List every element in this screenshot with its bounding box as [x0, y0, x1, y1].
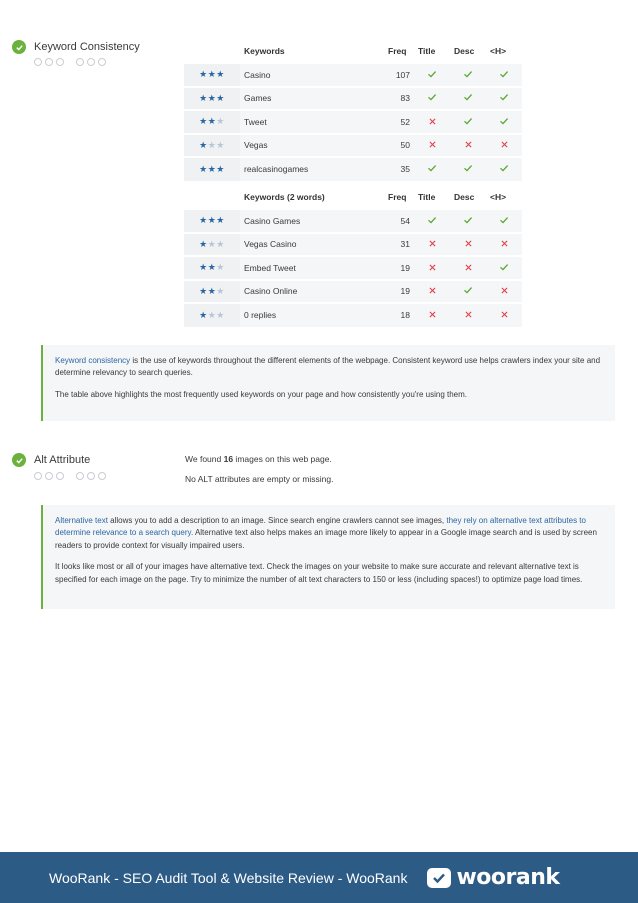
- difficulty-icons: [34, 58, 106, 66]
- table-row: [184, 157, 522, 181]
- star-icon: ★: [199, 309, 208, 320]
- star-rating: [184, 63, 240, 87]
- cross-icon: [414, 303, 450, 327]
- cross-icon: [486, 233, 522, 257]
- star-rating: [184, 87, 240, 111]
- keyword-consistency-link[interactable]: Keyword consistency: [55, 356, 131, 365]
- freq-cell: 18: [384, 303, 414, 327]
- header-h: <H>: [490, 192, 507, 202]
- star-icon: ★: [216, 238, 225, 249]
- star-rating: [184, 256, 240, 280]
- star-icon: ★: [199, 262, 208, 273]
- keyword-cell: Casino Online: [240, 280, 384, 304]
- freq-cell: 35: [384, 157, 414, 181]
- keyword-cell: Games: [240, 87, 384, 111]
- freq-cell: 52: [384, 110, 414, 134]
- table-header-row: [184, 40, 522, 63]
- star-icon: ★: [207, 139, 217, 150]
- star-icon: ★: [216, 69, 225, 80]
- check-icon: [450, 87, 486, 111]
- star-icon: ★: [207, 309, 217, 320]
- star-icon: ★: [207, 92, 217, 103]
- freq-cell: 54: [384, 209, 414, 233]
- table-row: [184, 209, 522, 233]
- no-alt-text: No ALT attributes are empty or missing.: [185, 474, 334, 484]
- keyword-cell: Casino: [240, 63, 384, 87]
- section-title: Alt Attribute: [34, 454, 91, 466]
- keyword-cell: Vegas: [240, 134, 384, 158]
- section-title: Keyword Consistency: [34, 41, 140, 53]
- star-icon: ★: [216, 163, 225, 174]
- cross-icon: [450, 233, 486, 257]
- star-icon: ★: [207, 238, 217, 249]
- star-icon: ★: [207, 116, 217, 127]
- check-icon: [414, 87, 450, 111]
- check-icon: [450, 157, 486, 181]
- keyword-consistency-header: [12, 40, 140, 54]
- freq-cell: 83: [384, 87, 414, 111]
- star-icon: ★: [199, 285, 208, 296]
- keyword-cell: realcasinogames: [240, 157, 384, 181]
- table-row: [184, 233, 522, 257]
- info-paragraph: It looks like most or all of your images have alternative text. Check the images on your website to make sure accurate and relevant alternative text is specified for each image on the page. Try to minimize the number of alt text characters to 150 or less (including spaces!) to optimize page load times.: [55, 562, 583, 584]
- header-desc: Desc: [454, 46, 475, 56]
- star-icon: ★: [216, 262, 225, 273]
- woorank-logo: [427, 865, 559, 890]
- table-row: [184, 256, 522, 280]
- check-icon: [450, 110, 486, 134]
- star-rating: [184, 110, 240, 134]
- star-icon: ★: [207, 215, 217, 226]
- keyword-cell: Casino Games: [240, 209, 384, 233]
- header-title: Title: [418, 46, 436, 56]
- check-icon: [486, 209, 522, 233]
- table-row: [184, 87, 522, 111]
- footer-title: WooRank - SEO Audit Tool & Website Review - WooRank: [49, 869, 408, 886]
- cross-icon: [450, 303, 486, 327]
- info-paragraph: Alternative text allows you to add a description to an image. Since search engine crawlers cannot see images, they rely on alternative text attributes to determine relevance to a search query. Alternative text also helps makes an image more likely to appear in a Google image search and is used by screen readers to provide context for visually impaired users.: [55, 516, 597, 550]
- star-icon: ★: [199, 238, 208, 249]
- check-icon: [450, 280, 486, 304]
- cross-icon: [450, 256, 486, 280]
- cross-icon: [414, 256, 450, 280]
- table-row: [184, 303, 522, 327]
- star-rating: [184, 303, 240, 327]
- freq-cell: 31: [384, 233, 414, 257]
- star-rating: [184, 280, 240, 304]
- check-icon: [450, 209, 486, 233]
- cross-icon: [450, 134, 486, 158]
- star-rating: [184, 233, 240, 257]
- alt-attribute-header: [12, 453, 90, 467]
- freq-cell: 107: [384, 63, 414, 87]
- alt-info-box: [41, 505, 615, 609]
- keyword-info-box: [41, 345, 615, 421]
- header-keywords: Keywords: [244, 46, 285, 56]
- info-paragraph: The table above highlights the most frequently used keywords on your page and how consistently you're using them.: [55, 389, 467, 399]
- cross-icon: [414, 110, 450, 134]
- alt-relevance-link[interactable]: they rely on alternative text attributes to determine relevance to a search query: [55, 516, 586, 538]
- star-rating: [184, 209, 240, 233]
- star-icon: ★: [216, 92, 225, 103]
- check-icon: [414, 209, 450, 233]
- keyword-cell: Tweet: [240, 110, 384, 134]
- star-icon: ★: [216, 309, 225, 320]
- star-icon: ★: [216, 116, 225, 127]
- check-icon: [486, 87, 522, 111]
- star-icon: ★: [216, 139, 225, 150]
- cross-icon: [414, 280, 450, 304]
- table-row: [184, 280, 522, 304]
- cross-icon: [414, 233, 450, 257]
- images-count: 16: [223, 454, 234, 464]
- cross-icon: [486, 303, 522, 327]
- star-icon: ★: [199, 69, 208, 80]
- table-header-row: [184, 186, 522, 209]
- woorank-logo-icon: [427, 868, 451, 888]
- keyword-cell: Embed Tweet: [240, 256, 384, 280]
- keyword-cell: Vegas Casino: [240, 233, 384, 257]
- check-icon: [414, 157, 450, 181]
- cross-icon: [486, 280, 522, 304]
- check-icon: [486, 256, 522, 280]
- images-found-text: We found 16 images on this web page.: [185, 454, 332, 464]
- check-badge-icon: [12, 453, 26, 467]
- footer-bar: [0, 852, 638, 903]
- check-icon: [414, 63, 450, 87]
- alternative-text-link[interactable]: Alternative text: [55, 516, 108, 525]
- difficulty-icons: [34, 472, 106, 480]
- star-rating: [184, 157, 240, 181]
- star-icon: ★: [199, 163, 208, 174]
- check-icon: [450, 63, 486, 87]
- info-paragraph: [55, 355, 603, 380]
- table-row: [184, 110, 522, 134]
- keyword-cell: 0 replies: [240, 303, 384, 327]
- star-icon: ★: [207, 262, 217, 273]
- header-freq: Freq: [388, 46, 407, 56]
- header-title: Title: [418, 192, 436, 202]
- header-desc: Desc: [454, 192, 475, 202]
- star-icon: ★: [207, 69, 217, 80]
- star-icon: ★: [207, 163, 217, 174]
- header-keywords-2words: Keywords (2 words): [244, 192, 325, 202]
- table-row: [184, 134, 522, 158]
- star-icon: ★: [199, 116, 208, 127]
- star-icon: ★: [216, 215, 225, 226]
- cross-icon: [414, 134, 450, 158]
- star-icon: ★: [199, 92, 208, 103]
- header-h: <H>: [490, 46, 507, 56]
- header-freq: Freq: [388, 192, 407, 202]
- check-badge-icon: [12, 40, 26, 54]
- freq-cell: 19: [384, 256, 414, 280]
- keywords-2words-table: [184, 186, 522, 327]
- freq-cell: 19: [384, 280, 414, 304]
- star-icon: ★: [199, 139, 208, 150]
- check-icon: [486, 63, 522, 87]
- star-icon: ★: [207, 285, 217, 296]
- cross-icon: [486, 134, 522, 158]
- star-rating: [184, 134, 240, 158]
- star-icon: ★: [216, 285, 225, 296]
- freq-cell: 50: [384, 134, 414, 158]
- check-icon: [486, 110, 522, 134]
- star-icon: ★: [199, 215, 208, 226]
- woorank-logo-text: woorank: [456, 865, 560, 890]
- table-row: [184, 63, 522, 87]
- info-text: is the use of keywords throughout the different elements of the webpage. Consistent keyword use helps crawlers index your site and determine relevancy to search queries.: [55, 356, 601, 378]
- keywords-table: [184, 40, 522, 181]
- check-icon: [486, 157, 522, 181]
